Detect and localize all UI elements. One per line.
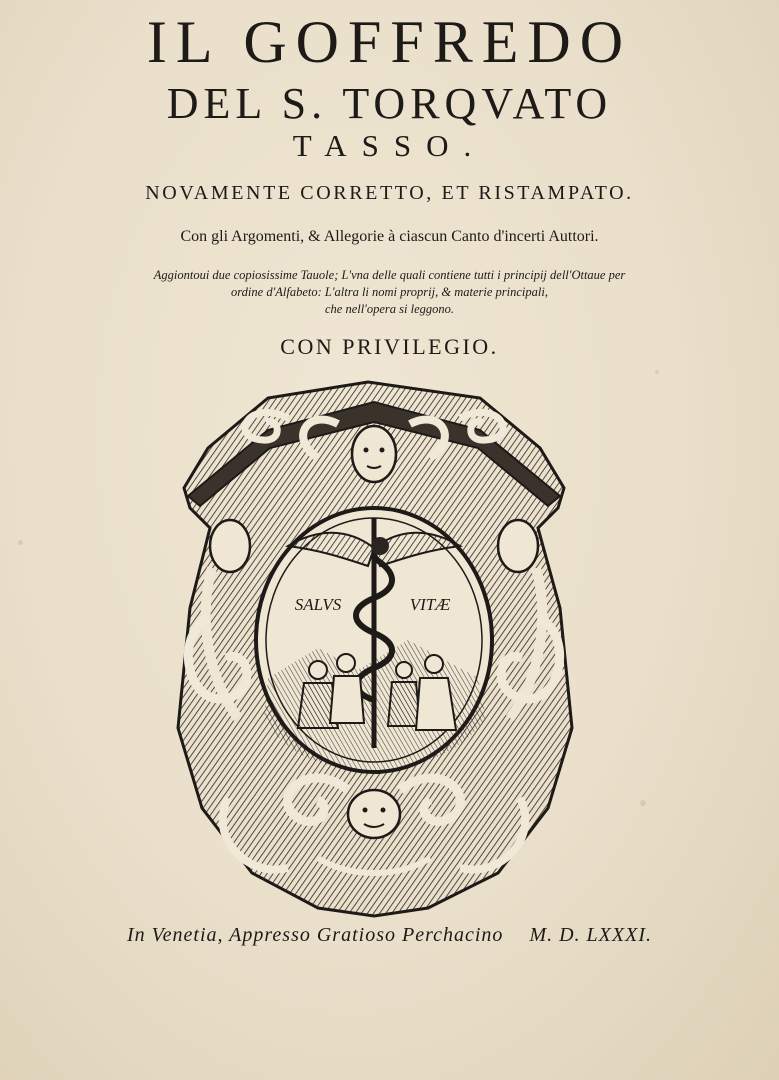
foxing-spot bbox=[655, 370, 659, 374]
foxing-spot bbox=[640, 800, 646, 806]
note-line-3: che nell'opera si leggono. bbox=[324, 302, 455, 316]
imprint-year: M. D. LXXXI. bbox=[529, 924, 652, 946]
bottom-mask bbox=[348, 790, 400, 838]
title-line-1: IL GOFFREDO bbox=[146, 9, 633, 75]
privilege-line: CON PRIVILEGIO. bbox=[280, 334, 499, 359]
motto-right: VITÆ bbox=[409, 595, 451, 614]
herm-figure-left bbox=[210, 520, 250, 572]
note-line-1: Aggiontoui due copiosissime Tauole; L'vna delle quali contiene tutti i principij dell'Ottaue per bbox=[153, 268, 626, 282]
subtitle: NOVAMENTE CORRETTO, ET RISTAMPATO. bbox=[145, 182, 634, 204]
imprint-place-printer: In Venetia, Appresso Gratioso Perchacino bbox=[127, 924, 504, 946]
herm-figure-right bbox=[498, 520, 538, 572]
imprint bbox=[0, 924, 779, 947]
contents-line: Con gli Argomenti, & Allegorie à ciascun Canto d'incerti Auttori. bbox=[180, 228, 599, 245]
printers-device-woodcut bbox=[168, 378, 580, 918]
note-line-2: ordine d'Alfabeto: L'altra li nomi proprij, & materie principali, bbox=[231, 285, 548, 299]
title-line-3: TASSO. bbox=[292, 128, 487, 163]
motto-left: SALVS bbox=[294, 595, 342, 614]
title-line-2: DEL S. TORQVATO bbox=[166, 79, 613, 128]
foxing-spot bbox=[18, 540, 23, 545]
mask-head bbox=[352, 426, 396, 482]
